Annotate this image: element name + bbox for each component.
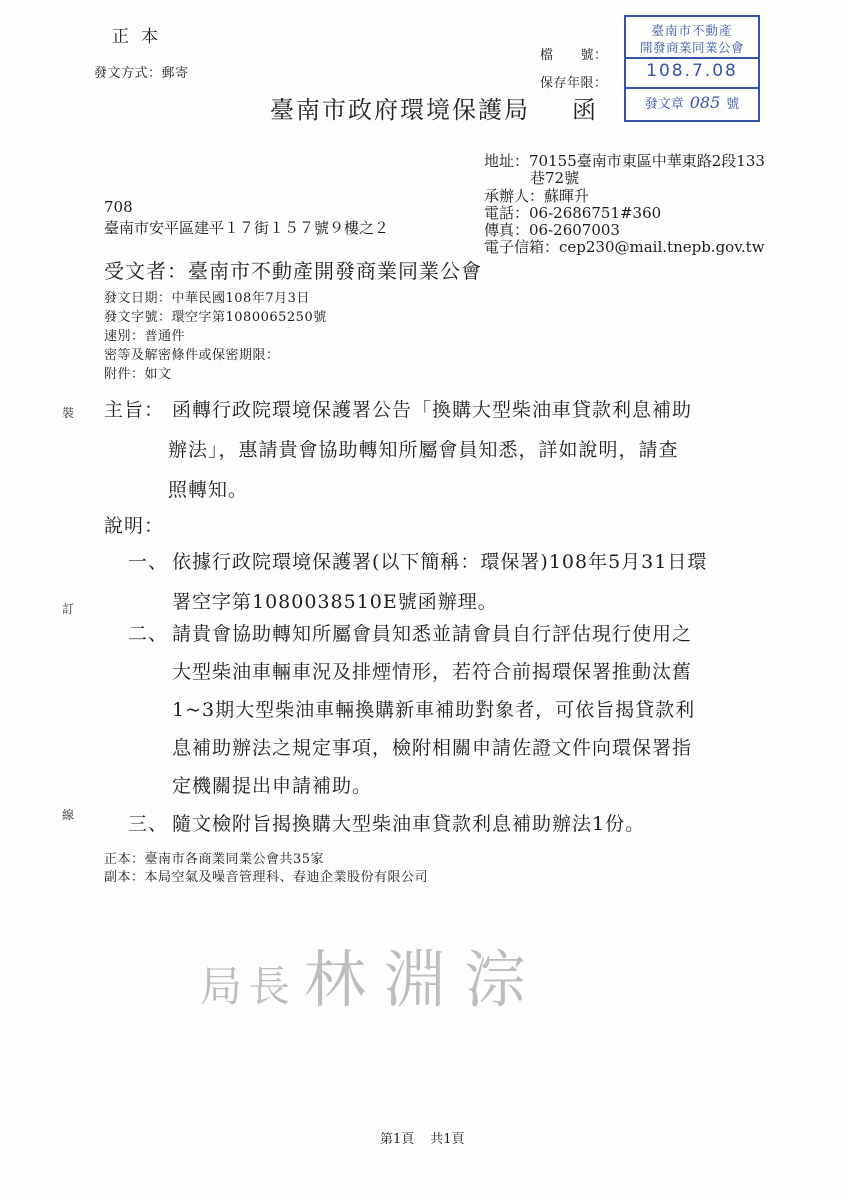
receipt-stamp — [624, 15, 760, 122]
subject-label: 主旨： — [104, 399, 165, 421]
sender-contact: 承辦人：蘇暉升 — [484, 187, 590, 205]
stamp-doc-no — [626, 93, 758, 112]
stamp-doc-label: 發文章 — [644, 97, 684, 112]
recipient: 受文者：臺南市不動產開發商業同業公會 — [104, 259, 482, 283]
item-line: 息補助辦法之規定事項，檢附相關申請佐證文件向環保署指 — [172, 737, 693, 759]
item-line: 請貴會協助轉知所屬會員知悉並請會員自行評估現行使用之 — [172, 623, 693, 645]
retention-label: 保存年限： — [540, 76, 608, 91]
signature-title: 局長 — [200, 962, 297, 1011]
attachment: 附件：如文 — [104, 367, 172, 382]
item-number: 三、 — [128, 813, 169, 835]
stamp-date: 108.7.08 — [646, 61, 738, 81]
distribution-original: 正本：臺南市各商業同業公會共35家 — [104, 852, 325, 867]
page-total: 共1頁 — [430, 1132, 465, 1147]
secrecy: 密等及解密條件或保密期限： — [104, 348, 280, 363]
sender-phone: 電話：06-2686751#360 — [484, 204, 662, 222]
explanation-label: 說明： — [104, 515, 165, 537]
speed-class: 速別：普通件 — [104, 329, 186, 344]
binding-mark: 線 — [62, 808, 75, 822]
stamp-org-line2: 開發商業同業公會 — [639, 40, 744, 55]
doc-type: 函 — [572, 96, 598, 124]
item-number: 二、 — [128, 623, 169, 645]
archive-no-label: 檔 號： — [540, 48, 608, 63]
stamp-doc-number: 085 — [689, 93, 721, 112]
item-line: 1~3期大型柴油車輛換購新車補助對象者，可依旨揭貸款利 — [172, 699, 696, 721]
stamp-org-line1: 臺南市不動產 — [651, 23, 733, 38]
address-line1: 70155臺南市東區中華東路2段133 — [529, 152, 765, 170]
recipient-address: 臺南市安平區建平１７街１５７號９樓之２ — [104, 219, 390, 237]
stamp-divider — [626, 57, 758, 59]
agency-name: 臺南市政府環境保護局 — [270, 96, 530, 124]
sender-fax: 傳真：06-2607003 — [484, 221, 620, 239]
subject-line: 函轉行政院環境保護署公告「換購大型柴油車貸款利息補助 — [172, 399, 693, 421]
item-line: 署空字第1080038510E號函辦理。 — [172, 591, 498, 613]
page-footer — [380, 1128, 465, 1147]
item-number: 一、 — [128, 551, 169, 573]
signature-name: 林淵淙 — [304, 943, 545, 1016]
send-method: 發文方式：郵寄 — [94, 66, 189, 81]
subject-line: 照轉知。 — [168, 479, 249, 501]
sender-email: 電子信箱：cep230@mail.tnepb.gov.tw — [484, 238, 765, 256]
binding-mark: 訂 — [62, 602, 75, 616]
stamp-divider — [626, 87, 758, 89]
item-line: 大型柴油車輛車況及排煙情形，若符合前揭環保署推動汰舊 — [172, 661, 693, 683]
copy-type: 正本 — [112, 27, 170, 47]
recipient-postal-code: 708 — [104, 198, 133, 216]
item-line: 定機關提出申請補助。 — [172, 775, 373, 797]
sender-address-line2: 巷72號 — [530, 169, 580, 187]
address-label: 地址： — [484, 152, 530, 170]
director-signature — [200, 930, 544, 1019]
stamp-doc-suffix: 號 — [726, 97, 740, 112]
page-number: 第1頁 — [380, 1132, 415, 1147]
doc-number: 發文字號：環空字第1080065250號 — [104, 310, 327, 325]
subject-line: 辦法」，惠請貴會協助轉知所屬會員知悉，詳如說明，請查 — [168, 439, 679, 461]
item-line: 隨文檢附旨揭換購大型柴油車貸款利息補助辦法1份。 — [172, 813, 646, 835]
binding-mark: 裝 — [62, 406, 75, 420]
issue-date: 發文日期：中華民國108年7月3日 — [104, 291, 310, 306]
document-title — [270, 90, 598, 125]
sender-address — [484, 150, 765, 171]
item-line: 依據行政院環境保護署(以下簡稱：環保署)108年5月31日環 — [172, 551, 708, 573]
distribution-copy: 副本：本局空氣及噪音管理科、春迪企業股份有限公司 — [104, 870, 429, 885]
